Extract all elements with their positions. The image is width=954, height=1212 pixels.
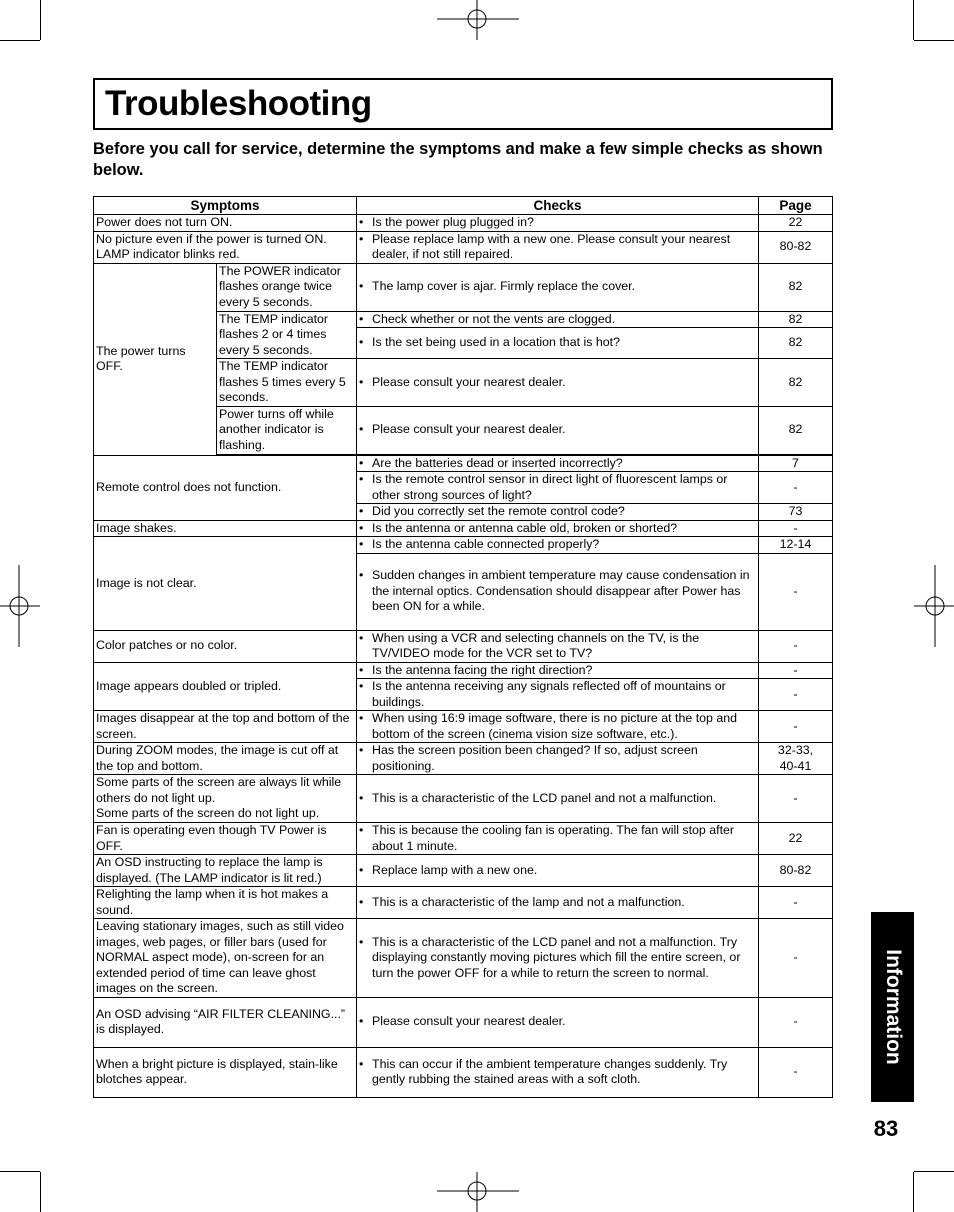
page-cell: -: [759, 919, 833, 998]
page-cell: -: [759, 630, 833, 662]
symptom-cell: Image appears doubled or tripled.: [94, 662, 357, 711]
crop-mark: [0, 40, 40, 41]
symptom-cell: Images disappear at the top and bottom of the screen.: [94, 711, 357, 743]
table-row: [94, 215, 833, 232]
page-cell: -: [759, 887, 833, 919]
page-cell: 82: [759, 311, 833, 328]
check-cell: • When using a VCR and selecting channels on the TV, is the TV/VIDEO mode for the VCR set to TV?: [357, 630, 759, 662]
table-header-row: [94, 197, 833, 215]
symptom-cell: An OSD instructing to replace the lamp is displayed. (The LAMP indicator is lit red.): [94, 855, 357, 887]
symptom-cell: When a bright picture is displayed, stain-like blotches appear.: [94, 1047, 357, 1097]
symptom-cell: Power does not turn ON.: [94, 215, 357, 232]
title-box: [93, 78, 833, 130]
header-checks: Checks: [357, 197, 759, 215]
check-cell: • This is a characteristic of the lamp and not a malfunction.: [357, 887, 759, 919]
registration-mark-icon: [0, 565, 40, 647]
page-cell: 80-82: [759, 855, 833, 887]
crop-mark: [40, 1172, 41, 1212]
table-row: [94, 855, 833, 887]
check-cell: • Replace lamp with a new one.: [357, 855, 759, 887]
header-symptoms: Symptoms: [94, 197, 357, 215]
symptom-cell: Color patches or no color.: [94, 630, 357, 662]
symptom-cell: No picture even if the power is turned ON. LAMP indicator blinks red.: [94, 231, 357, 263]
section-tab-information: [871, 912, 914, 1102]
table-row: [94, 537, 833, 554]
check-cell: • Please consult your nearest dealer.: [357, 406, 759, 454]
registration-mark-icon: [437, 1172, 519, 1212]
symptom-cell: During ZOOM modes, the image is cut off at the top and bottom.: [94, 743, 357, 775]
page-cell: 82: [759, 359, 833, 407]
check-cell: • Please replace lamp with a new one. Please consult your nearest dealer, if not still repaired.: [357, 231, 759, 263]
table-row: [94, 263, 833, 311]
page-cell: 80-82: [759, 231, 833, 263]
check-cell: • Sudden changes in ambient temperature may cause condensation in the internal optics. Condensation should disappear after Power has been ON for a while.: [357, 553, 759, 630]
table-row: [94, 520, 833, 537]
table-row: [94, 1047, 833, 1097]
page-cell: -: [759, 997, 833, 1047]
table-row: [94, 743, 833, 775]
check-cell: • Check whether or not the vents are clogged.: [357, 311, 759, 328]
check-cell: • Is the set being used in a location that is hot?: [357, 328, 759, 359]
page-cell: 22: [759, 215, 833, 232]
troubleshooting-table: [93, 196, 833, 1098]
table-row: [94, 662, 833, 679]
check-cell: • This is a characteristic of the LCD panel and not a malfunction.: [357, 775, 759, 823]
page-cell: -: [759, 472, 833, 504]
sub-symptom-cell: The TEMP indicator flashes 5 times every 5 seconds.: [217, 359, 357, 407]
header-page: Page: [759, 197, 833, 215]
page-cell: -: [759, 553, 833, 630]
page-cell: 73: [759, 504, 833, 521]
registration-mark-icon: [437, 0, 519, 40]
check-cell: • Has the screen position been changed? If so, adjust screen positioning.: [357, 743, 759, 775]
crop-mark: [914, 40, 954, 41]
check-cell: • Is the antenna facing the right direction?: [357, 662, 759, 679]
check-cell: • Is the remote control sensor in direct light of fluorescent lamps or other strong sources of light?: [357, 472, 759, 504]
symptom-cell: Image is not clear.: [94, 537, 357, 631]
check-cell: • The lamp cover is ajar. Firmly replace the cover.: [357, 263, 759, 311]
table-row: [94, 775, 833, 823]
table-row: [94, 231, 833, 263]
check-cell: • Are the batteries dead or inserted incorrectly?: [357, 455, 759, 472]
page-cell: -: [759, 1047, 833, 1097]
check-cell: • This is because the cooling fan is operating. The fan will stop after about 1 minute.: [357, 823, 759, 855]
symptom-cell: Leaving stationary images, such as still video images, web pages, or filler bars (used for NORMAL aspect mode), on-screen for an extended period of time can leave ghost images on the screen.: [94, 919, 357, 998]
table-row: [94, 630, 833, 662]
crop-mark: [0, 1171, 40, 1172]
page-cell: -: [759, 679, 833, 711]
symptom-cell: Remote control does not function.: [94, 455, 357, 520]
page-cell: -: [759, 520, 833, 537]
page-cell: 82: [759, 263, 833, 311]
page-cell: 82: [759, 328, 833, 359]
table-row: [94, 887, 833, 919]
symptom-cell: The power turns OFF.: [94, 263, 217, 455]
check-cell: • Did you correctly set the remote control code?: [357, 504, 759, 521]
symptom-cell: Some parts of the screen are always lit while others do not light up. Some parts of the screen do not light up.: [94, 775, 357, 823]
section-tab-label: Information: [881, 949, 905, 1065]
check-cell: • Is the power plug plugged in?: [357, 215, 759, 232]
crop-mark: [40, 0, 41, 40]
page-cell: 82: [759, 406, 833, 454]
table-row: [94, 919, 833, 998]
check-cell: • Please consult your nearest dealer.: [357, 359, 759, 407]
crop-mark: [914, 1171, 954, 1172]
check-cell: • Please consult your nearest dealer.: [357, 997, 759, 1047]
check-cell: • This is a characteristic of the LCD panel and not a malfunction. Try displaying constantly moving pictures which fill the entire screen, or turn the power OFF for a while to return the screen to normal.: [357, 919, 759, 998]
crop-mark: [913, 1172, 914, 1212]
page-title: Troubleshooting: [105, 84, 372, 123]
sub-symptom-cell: The POWER indicator flashes orange twice every 5 seconds.: [217, 263, 357, 311]
check-cell: • When using 16:9 image software, there is no picture at the top and bottom of the screen (cinema vision size software, etc.).: [357, 711, 759, 743]
page-cell: -: [759, 662, 833, 679]
page-cell: -: [759, 711, 833, 743]
registration-mark-icon: [914, 565, 954, 647]
page-cell: 22: [759, 823, 833, 855]
sub-symptom-cell: The TEMP indicator flashes 2 or 4 times every 5 seconds.: [217, 311, 357, 359]
symptom-cell: Image shakes.: [94, 520, 357, 537]
symptom-cell: An OSD advising “AIR FILTER CLEANING...” is displayed.: [94, 997, 357, 1047]
table-row: [94, 997, 833, 1047]
intro-text: Before you call for service, determine the symptoms and make a few simple checks as shown below.: [93, 140, 823, 179]
symptom-cell: Fan is operating even though TV Power is OFF.: [94, 823, 357, 855]
page-cell: 7: [759, 455, 833, 472]
page-cell: 12-14: [759, 537, 833, 554]
sub-symptom-cell: Power turns off while another indicator is flashing.: [217, 406, 357, 454]
symptom-cell: Relighting the lamp when it is hot makes a sound.: [94, 887, 357, 919]
page-cell: -: [759, 775, 833, 823]
check-cell: • Is the antenna or antenna cable old, broken or shorted?: [357, 520, 759, 537]
check-cell: • Is the antenna receiving any signals reflected off of mountains or buildings.: [357, 679, 759, 711]
page-number: 83: [873, 1116, 899, 1141]
crop-mark: [913, 0, 914, 40]
table-row: [94, 711, 833, 743]
table-row: [94, 823, 833, 855]
page-cell: 32-33, 40-41: [759, 743, 833, 775]
check-cell: • This can occur if the ambient temperature changes suddenly. Try gently rubbing the stained areas with a soft cloth.: [357, 1047, 759, 1097]
check-cell: • Is the antenna cable connected properly?: [357, 537, 759, 554]
table-row: [94, 455, 833, 472]
